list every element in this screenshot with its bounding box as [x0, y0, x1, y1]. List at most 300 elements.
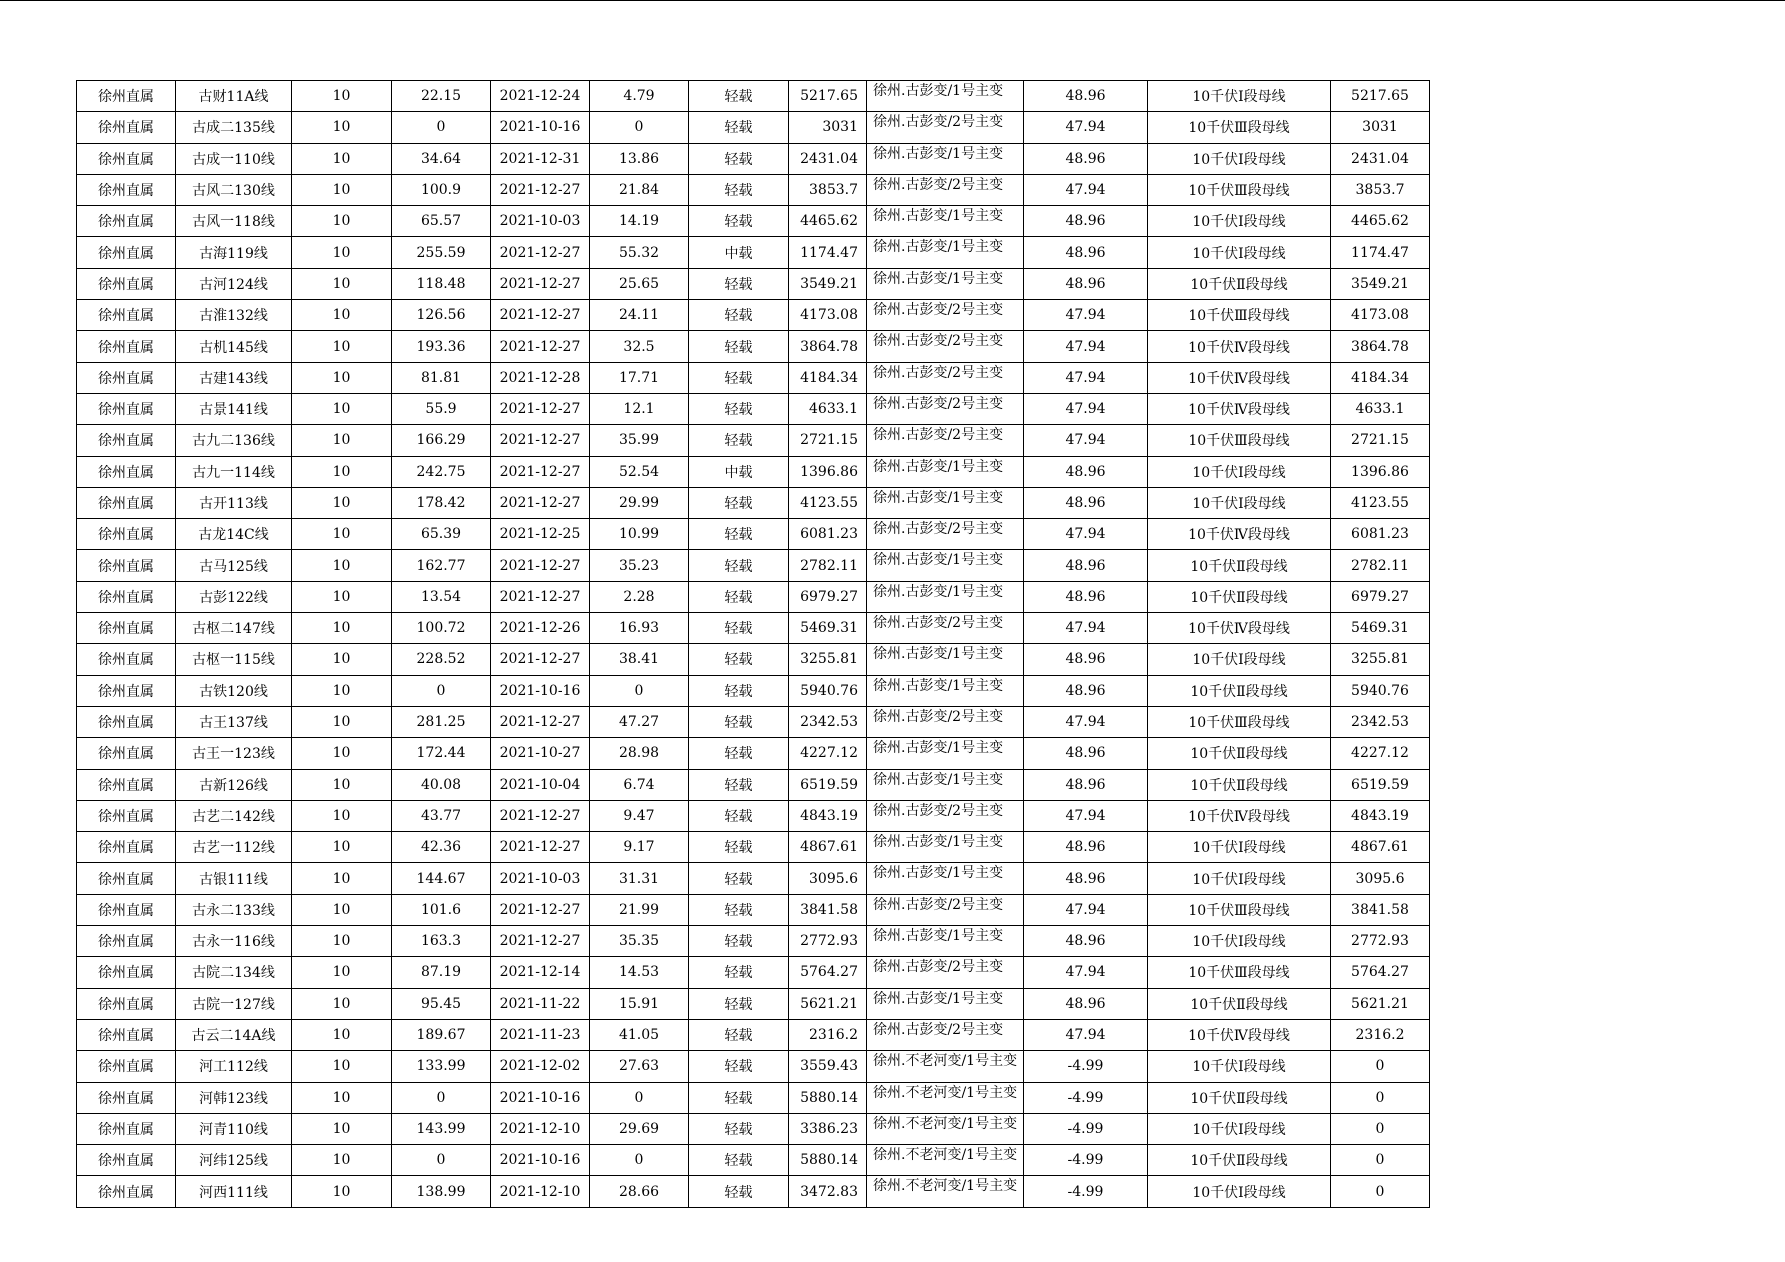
- line-name-cell: 古永二133线: [176, 894, 292, 925]
- busbar-cell: 10千伏Ⅱ段母线: [1148, 550, 1331, 581]
- voltage-cell: 10: [292, 863, 392, 894]
- load-status-cell: 轻载: [689, 112, 789, 143]
- capacity-margin-cell: 5621.21: [1331, 988, 1430, 1019]
- current-cell: 100.72: [392, 613, 491, 644]
- date-cell: 2021-12-10: [491, 1176, 590, 1207]
- available-capacity-cell: 3031: [789, 112, 867, 143]
- current-cell: 163.3: [392, 926, 491, 957]
- voltage-cell: 10: [292, 143, 392, 174]
- load-status-cell: 轻载: [689, 393, 789, 424]
- capacity-margin-cell: 0: [1331, 1082, 1430, 1113]
- available-capacity-cell: 5764.27: [789, 957, 867, 988]
- date-cell: 2021-10-03: [491, 863, 590, 894]
- available-capacity-cell: 5217.65: [789, 81, 867, 112]
- voltage-cell: 10: [292, 331, 392, 362]
- unit-cell: 徐州直属: [77, 832, 176, 863]
- current-cell: 162.77: [392, 550, 491, 581]
- transformer-load-cell: 48.96: [1024, 81, 1148, 112]
- busbar-cell: 10千伏Ⅰ段母线: [1148, 644, 1331, 675]
- table-row: [77, 206, 1430, 237]
- busbar-cell: 10千伏Ⅰ段母线: [1148, 1051, 1331, 1082]
- capacity-margin-cell: 4843.19: [1331, 800, 1430, 831]
- load-status-cell: 轻载: [689, 738, 789, 769]
- available-capacity-cell: 3864.78: [789, 331, 867, 362]
- current-cell: 43.77: [392, 800, 491, 831]
- load-rate-cell: 6.74: [590, 769, 689, 800]
- date-cell: 2021-12-25: [491, 519, 590, 550]
- line-name-cell: 古枢二147线: [176, 613, 292, 644]
- transformer-load-cell: -4.99: [1024, 1051, 1148, 1082]
- load-rate-cell: 17.71: [590, 362, 689, 393]
- load-status-cell: 轻载: [689, 362, 789, 393]
- capacity-margin-cell: 4184.34: [1331, 362, 1430, 393]
- line-name-cell: 古海119线: [176, 237, 292, 268]
- capacity-margin-cell: 2431.04: [1331, 143, 1430, 174]
- unit-cell: 徐州直属: [77, 206, 176, 237]
- busbar-cell: 10千伏Ⅱ段母线: [1148, 988, 1331, 1019]
- busbar-cell: 10千伏Ⅳ段母线: [1148, 393, 1331, 424]
- voltage-cell: 10: [292, 769, 392, 800]
- load-status-cell: 轻载: [689, 894, 789, 925]
- unit-cell: 徐州直属: [77, 393, 176, 424]
- transformer-load-cell: 47.94: [1024, 519, 1148, 550]
- table-body: [77, 81, 1430, 1208]
- load-rate-cell: 14.19: [590, 206, 689, 237]
- current-cell: 138.99: [392, 1176, 491, 1207]
- date-cell: 2021-12-27: [491, 268, 590, 299]
- line-name-cell: 河纬125线: [176, 1145, 292, 1176]
- date-cell: 2021-12-24: [491, 81, 590, 112]
- load-status-cell: 中载: [689, 456, 789, 487]
- capacity-margin-cell: 0: [1331, 1176, 1430, 1207]
- unit-cell: 徐州直属: [77, 425, 176, 456]
- date-cell: 2021-11-22: [491, 988, 590, 1019]
- table-row: [77, 331, 1430, 362]
- substation-transformer-cell: 徐州.古彭变/2号主变: [867, 425, 1024, 456]
- substation-transformer-cell: 徐州.古彭变/2号主变: [867, 331, 1024, 362]
- current-cell: 144.67: [392, 863, 491, 894]
- unit-cell: 徐州直属: [77, 112, 176, 143]
- unit-cell: 徐州直属: [77, 926, 176, 957]
- load-rate-cell: 0: [590, 675, 689, 706]
- capacity-margin-cell: 2782.11: [1331, 550, 1430, 581]
- date-cell: 2021-10-16: [491, 1082, 590, 1113]
- line-name-cell: 古河124线: [176, 268, 292, 299]
- table-row: [77, 769, 1430, 800]
- table-row: [77, 644, 1430, 675]
- transformer-load-cell: 48.96: [1024, 769, 1148, 800]
- current-cell: 0: [392, 675, 491, 706]
- substation-transformer-cell: 徐州.古彭变/1号主变: [867, 832, 1024, 863]
- substation-transformer-cell: 徐州.古彭变/1号主变: [867, 863, 1024, 894]
- date-cell: 2021-12-02: [491, 1051, 590, 1082]
- transformer-load-cell: 47.94: [1024, 393, 1148, 424]
- transformer-load-cell: 47.94: [1024, 331, 1148, 362]
- busbar-cell: 10千伏Ⅳ段母线: [1148, 362, 1331, 393]
- date-cell: 2021-12-31: [491, 143, 590, 174]
- capacity-margin-cell: 3255.81: [1331, 644, 1430, 675]
- busbar-cell: 10千伏Ⅱ段母线: [1148, 738, 1331, 769]
- available-capacity-cell: 5469.31: [789, 613, 867, 644]
- transformer-load-cell: -4.99: [1024, 1113, 1148, 1144]
- substation-transformer-cell: 徐州.古彭变/2号主变: [867, 300, 1024, 331]
- load-rate-cell: 41.05: [590, 1019, 689, 1050]
- available-capacity-cell: 6519.59: [789, 769, 867, 800]
- substation-transformer-cell: 徐州.古彭变/2号主变: [867, 393, 1024, 424]
- line-name-cell: 古成二135线: [176, 112, 292, 143]
- capacity-margin-cell: 4123.55: [1331, 487, 1430, 518]
- load-status-cell: 轻载: [689, 926, 789, 957]
- unit-cell: 徐州直属: [77, 268, 176, 299]
- date-cell: 2021-11-23: [491, 1019, 590, 1050]
- date-cell: 2021-10-16: [491, 1145, 590, 1176]
- table-row: [77, 926, 1430, 957]
- capacity-margin-cell: 6081.23: [1331, 519, 1430, 550]
- transformer-load-cell: 47.94: [1024, 425, 1148, 456]
- voltage-cell: 10: [292, 800, 392, 831]
- unit-cell: 徐州直属: [77, 456, 176, 487]
- load-status-cell: 轻载: [689, 143, 789, 174]
- unit-cell: 徐州直属: [77, 863, 176, 894]
- load-rate-cell: 25.65: [590, 268, 689, 299]
- table-row: [77, 988, 1430, 1019]
- available-capacity-cell: 3559.43: [789, 1051, 867, 1082]
- line-name-cell: 古成一110线: [176, 143, 292, 174]
- load-status-cell: 轻载: [689, 331, 789, 362]
- substation-transformer-cell: 徐州.古彭变/2号主变: [867, 519, 1024, 550]
- transformer-load-cell: 47.94: [1024, 613, 1148, 644]
- table-row: [77, 957, 1430, 988]
- available-capacity-cell: 4465.62: [789, 206, 867, 237]
- load-status-cell: 轻载: [689, 206, 789, 237]
- voltage-cell: 10: [292, 581, 392, 612]
- table-row: [77, 800, 1430, 831]
- table-row: [77, 706, 1430, 737]
- voltage-cell: 10: [292, 300, 392, 331]
- unit-cell: 徐州直属: [77, 1145, 176, 1176]
- voltage-cell: 10: [292, 81, 392, 112]
- table-row: [77, 425, 1430, 456]
- date-cell: 2021-12-27: [491, 800, 590, 831]
- substation-transformer-cell: 徐州.不老河变/1号主变: [867, 1176, 1024, 1207]
- available-capacity-cell: 6081.23: [789, 519, 867, 550]
- voltage-cell: 10: [292, 1145, 392, 1176]
- table-row: [77, 1176, 1430, 1207]
- unit-cell: 徐州直属: [77, 1176, 176, 1207]
- busbar-cell: 10千伏Ⅳ段母线: [1148, 613, 1331, 644]
- transformer-load-cell: 48.96: [1024, 268, 1148, 299]
- date-cell: 2021-12-27: [491, 425, 590, 456]
- available-capacity-cell: 2721.15: [789, 425, 867, 456]
- transformer-load-cell: 48.96: [1024, 550, 1148, 581]
- current-cell: 55.9: [392, 393, 491, 424]
- available-capacity-cell: 1174.47: [789, 237, 867, 268]
- substation-transformer-cell: 徐州.古彭变/1号主变: [867, 738, 1024, 769]
- capacity-margin-cell: 4867.61: [1331, 832, 1430, 863]
- capacity-margin-cell: 3853.7: [1331, 174, 1430, 205]
- capacity-margin-cell: 0: [1331, 1113, 1430, 1144]
- table-row: [77, 112, 1430, 143]
- load-rate-cell: 21.99: [590, 894, 689, 925]
- available-capacity-cell: 4227.12: [789, 738, 867, 769]
- load-rate-cell: 35.99: [590, 425, 689, 456]
- busbar-cell: 10千伏Ⅱ段母线: [1148, 1145, 1331, 1176]
- load-status-cell: 轻载: [689, 81, 789, 112]
- load-rate-cell: 52.54: [590, 456, 689, 487]
- current-cell: 242.75: [392, 456, 491, 487]
- substation-transformer-cell: 徐州.古彭变/2号主变: [867, 112, 1024, 143]
- voltage-cell: 10: [292, 832, 392, 863]
- table-row: [77, 863, 1430, 894]
- substation-transformer-cell: 徐州.古彭变/2号主变: [867, 894, 1024, 925]
- voltage-cell: 10: [292, 519, 392, 550]
- load-rate-cell: 0: [590, 112, 689, 143]
- transformer-load-cell: 48.96: [1024, 832, 1148, 863]
- available-capacity-cell: 4843.19: [789, 800, 867, 831]
- busbar-cell: 10千伏Ⅳ段母线: [1148, 1019, 1331, 1050]
- current-cell: 118.48: [392, 268, 491, 299]
- transformer-load-cell: 48.96: [1024, 456, 1148, 487]
- date-cell: 2021-12-27: [491, 894, 590, 925]
- transformer-load-cell: 47.94: [1024, 706, 1148, 737]
- table-row: [77, 1051, 1430, 1082]
- unit-cell: 徐州直属: [77, 738, 176, 769]
- date-cell: 2021-12-27: [491, 832, 590, 863]
- line-name-cell: 古风一118线: [176, 206, 292, 237]
- date-cell: 2021-12-28: [491, 362, 590, 393]
- available-capacity-cell: 5880.14: [789, 1145, 867, 1176]
- load-status-cell: 轻载: [689, 644, 789, 675]
- unit-cell: 徐州直属: [77, 769, 176, 800]
- load-status-cell: 轻载: [689, 957, 789, 988]
- date-cell: 2021-12-10: [491, 1113, 590, 1144]
- line-name-cell: 河西111线: [176, 1176, 292, 1207]
- voltage-cell: 10: [292, 706, 392, 737]
- busbar-cell: 10千伏Ⅳ段母线: [1148, 331, 1331, 362]
- table-row: [77, 738, 1430, 769]
- voltage-cell: 10: [292, 174, 392, 205]
- table-row: [77, 237, 1430, 268]
- substation-transformer-cell: 徐州.古彭变/1号主变: [867, 456, 1024, 487]
- available-capacity-cell: 3472.83: [789, 1176, 867, 1207]
- line-name-cell: 古财11A线: [176, 81, 292, 112]
- capacity-margin-cell: 6979.27: [1331, 581, 1430, 612]
- load-status-cell: 轻载: [689, 1082, 789, 1113]
- capacity-margin-cell: 3864.78: [1331, 331, 1430, 362]
- line-name-cell: 古枢一115线: [176, 644, 292, 675]
- substation-transformer-cell: 徐州.古彭变/1号主变: [867, 644, 1024, 675]
- voltage-cell: 10: [292, 926, 392, 957]
- table-row: [77, 487, 1430, 518]
- transformer-load-cell: 48.96: [1024, 143, 1148, 174]
- table-row: [77, 300, 1430, 331]
- load-status-cell: 轻载: [689, 613, 789, 644]
- transformer-load-cell: 48.96: [1024, 988, 1148, 1019]
- unit-cell: 徐州直属: [77, 988, 176, 1019]
- available-capacity-cell: 6979.27: [789, 581, 867, 612]
- available-capacity-cell: 5940.76: [789, 675, 867, 706]
- line-name-cell: 古龙14C线: [176, 519, 292, 550]
- date-cell: 2021-12-27: [491, 706, 590, 737]
- voltage-cell: 10: [292, 393, 392, 424]
- load-rate-cell: 0: [590, 1145, 689, 1176]
- voltage-cell: 10: [292, 1082, 392, 1113]
- unit-cell: 徐州直属: [77, 237, 176, 268]
- transformer-load-cell: 48.96: [1024, 487, 1148, 518]
- load-status-cell: 轻载: [689, 675, 789, 706]
- current-cell: 281.25: [392, 706, 491, 737]
- table-row: [77, 550, 1430, 581]
- transformer-load-cell: 47.94: [1024, 894, 1148, 925]
- unit-cell: 徐州直属: [77, 487, 176, 518]
- load-status-cell: 轻载: [689, 268, 789, 299]
- capacity-margin-cell: 2316.2: [1331, 1019, 1430, 1050]
- voltage-cell: 10: [292, 425, 392, 456]
- capacity-margin-cell: 0: [1331, 1145, 1430, 1176]
- available-capacity-cell: 3255.81: [789, 644, 867, 675]
- transformer-load-cell: 47.94: [1024, 1019, 1148, 1050]
- capacity-margin-cell: 1396.86: [1331, 456, 1430, 487]
- busbar-cell: 10千伏Ⅰ段母线: [1148, 1113, 1331, 1144]
- unit-cell: 徐州直属: [77, 644, 176, 675]
- current-cell: 40.08: [392, 769, 491, 800]
- voltage-cell: 10: [292, 550, 392, 581]
- date-cell: 2021-12-27: [491, 174, 590, 205]
- line-name-cell: 河工112线: [176, 1051, 292, 1082]
- substation-transformer-cell: 徐州.古彭变/1号主变: [867, 143, 1024, 174]
- date-cell: 2021-12-27: [491, 487, 590, 518]
- load-rate-cell: 55.32: [590, 237, 689, 268]
- current-cell: 34.64: [392, 143, 491, 174]
- unit-cell: 徐州直属: [77, 894, 176, 925]
- transformer-load-cell: 48.96: [1024, 926, 1148, 957]
- capacity-margin-cell: 1174.47: [1331, 237, 1430, 268]
- unit-cell: 徐州直属: [77, 613, 176, 644]
- load-status-cell: 轻载: [689, 1145, 789, 1176]
- unit-cell: 徐州直属: [77, 1019, 176, 1050]
- load-status-cell: 轻载: [689, 988, 789, 1019]
- voltage-cell: 10: [292, 1113, 392, 1144]
- available-capacity-cell: 1396.86: [789, 456, 867, 487]
- available-capacity-cell: 2316.2: [789, 1019, 867, 1050]
- date-cell: 2021-12-27: [491, 300, 590, 331]
- load-rate-cell: 2.28: [590, 581, 689, 612]
- voltage-cell: 10: [292, 206, 392, 237]
- unit-cell: 徐州直属: [77, 1113, 176, 1144]
- table-row: [77, 894, 1430, 925]
- available-capacity-cell: 2431.04: [789, 143, 867, 174]
- busbar-cell: 10千伏Ⅲ段母线: [1148, 112, 1331, 143]
- busbar-cell: 10千伏Ⅲ段母线: [1148, 174, 1331, 205]
- load-rate-cell: 16.93: [590, 613, 689, 644]
- line-name-cell: 古马125线: [176, 550, 292, 581]
- load-rate-cell: 28.66: [590, 1176, 689, 1207]
- load-status-cell: 轻载: [689, 1176, 789, 1207]
- voltage-cell: 10: [292, 237, 392, 268]
- substation-transformer-cell: 徐州.不老河变/1号主变: [867, 1113, 1024, 1144]
- table-row: [77, 1082, 1430, 1113]
- unit-cell: 徐州直属: [77, 519, 176, 550]
- available-capacity-cell: 3095.6: [789, 863, 867, 894]
- line-name-cell: 古风二130线: [176, 174, 292, 205]
- capacity-margin-cell: 3095.6: [1331, 863, 1430, 894]
- transformer-load-cell: 47.94: [1024, 174, 1148, 205]
- line-name-cell: 古淮132线: [176, 300, 292, 331]
- transformer-load-cell: 47.94: [1024, 300, 1148, 331]
- busbar-cell: 10千伏Ⅰ段母线: [1148, 143, 1331, 174]
- busbar-cell: 10千伏Ⅲ段母线: [1148, 957, 1331, 988]
- unit-cell: 徐州直属: [77, 1082, 176, 1113]
- line-name-cell: 古艺一112线: [176, 832, 292, 863]
- table-row: [77, 1113, 1430, 1144]
- load-rate-cell: 13.86: [590, 143, 689, 174]
- voltage-cell: 10: [292, 738, 392, 769]
- unit-cell: 徐州直属: [77, 675, 176, 706]
- current-cell: 101.6: [392, 894, 491, 925]
- date-cell: 2021-10-27: [491, 738, 590, 769]
- current-cell: 255.59: [392, 237, 491, 268]
- busbar-cell: 10千伏Ⅰ段母线: [1148, 863, 1331, 894]
- load-status-cell: 轻载: [689, 800, 789, 831]
- substation-transformer-cell: 徐州.古彭变/1号主变: [867, 769, 1024, 800]
- line-name-cell: 古彭122线: [176, 581, 292, 612]
- table-row: [77, 832, 1430, 863]
- substation-transformer-cell: 徐州.古彭变/1号主变: [867, 81, 1024, 112]
- date-cell: 2021-10-03: [491, 206, 590, 237]
- transformer-load-cell: 47.94: [1024, 800, 1148, 831]
- current-cell: 65.39: [392, 519, 491, 550]
- transformer-load-cell: 48.96: [1024, 237, 1148, 268]
- capacity-margin-cell: 5469.31: [1331, 613, 1430, 644]
- capacity-margin-cell: 4227.12: [1331, 738, 1430, 769]
- busbar-cell: 10千伏Ⅲ段母线: [1148, 300, 1331, 331]
- table-row: [77, 519, 1430, 550]
- busbar-cell: 10千伏Ⅲ段母线: [1148, 706, 1331, 737]
- capacity-margin-cell: 0: [1331, 1051, 1430, 1082]
- line-name-cell: 古开113线: [176, 487, 292, 518]
- voltage-cell: 10: [292, 1051, 392, 1082]
- load-status-cell: 轻载: [689, 1019, 789, 1050]
- date-cell: 2021-12-27: [491, 456, 590, 487]
- busbar-cell: 10千伏Ⅰ段母线: [1148, 237, 1331, 268]
- date-cell: 2021-10-16: [491, 112, 590, 143]
- busbar-cell: 10千伏Ⅰ段母线: [1148, 926, 1331, 957]
- table-row: [77, 393, 1430, 424]
- load-status-cell: 轻载: [689, 706, 789, 737]
- load-rate-cell: 14.53: [590, 957, 689, 988]
- voltage-cell: 10: [292, 644, 392, 675]
- substation-transformer-cell: 徐州.古彭变/2号主变: [867, 174, 1024, 205]
- current-cell: 0: [392, 1145, 491, 1176]
- table-row: [77, 362, 1430, 393]
- voltage-cell: 10: [292, 613, 392, 644]
- line-name-cell: 古新126线: [176, 769, 292, 800]
- line-name-cell: 古九一114线: [176, 456, 292, 487]
- substation-transformer-cell: 徐州.古彭变/2号主变: [867, 800, 1024, 831]
- available-capacity-cell: 5880.14: [789, 1082, 867, 1113]
- unit-cell: 徐州直属: [77, 706, 176, 737]
- capacity-margin-cell: 5940.76: [1331, 675, 1430, 706]
- feeder-load-table: [76, 80, 1430, 1208]
- unit-cell: 徐州直属: [77, 800, 176, 831]
- table-row: [77, 268, 1430, 299]
- date-cell: 2021-12-26: [491, 613, 590, 644]
- unit-cell: 徐州直属: [77, 81, 176, 112]
- page-top-rule: [0, 0, 1785, 1]
- capacity-margin-cell: 3031: [1331, 112, 1430, 143]
- load-rate-cell: 4.79: [590, 81, 689, 112]
- available-capacity-cell: 5621.21: [789, 988, 867, 1019]
